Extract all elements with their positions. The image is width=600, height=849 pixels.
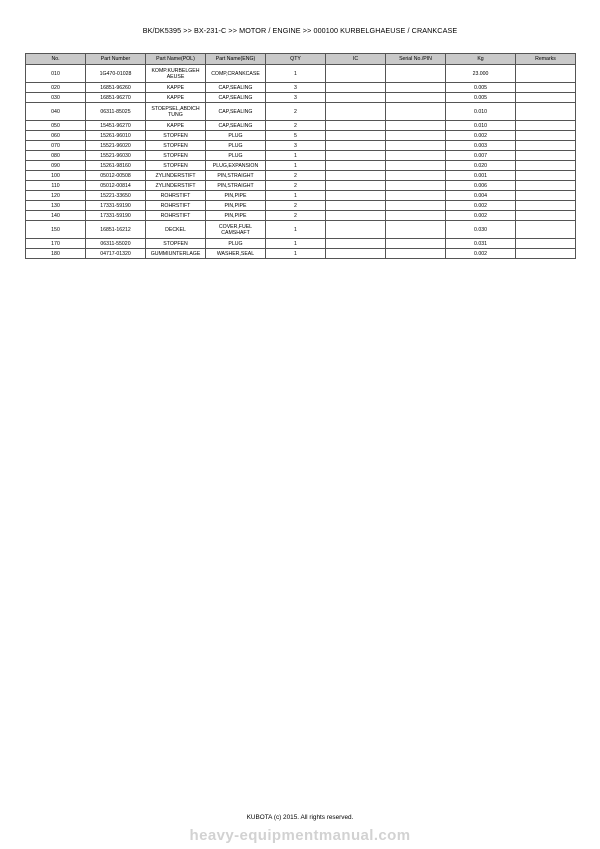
cell-kg: 0.010: [446, 121, 516, 131]
cell-ic: [326, 181, 386, 191]
cell-ic: [326, 239, 386, 249]
cell-no: 060: [26, 131, 86, 141]
cell-no: 090: [26, 161, 86, 171]
cell-part-number: 15261-98160: [86, 161, 146, 171]
cell-qty: 1: [266, 221, 326, 239]
cell-no: 150: [26, 221, 86, 239]
cell-part-name-eng: CAP,SEALING: [206, 93, 266, 103]
cell-serial: [386, 93, 446, 103]
cell-no: 130: [26, 201, 86, 211]
cell-qty: 1: [266, 191, 326, 201]
cell-ic: [326, 121, 386, 131]
table-row: [26, 103, 576, 121]
breadcrumb: BK/DK5395 >> BX-231-C >> MOTOR / ENGINE >> 000100 KURBELGHAEUSE / CRANKCASE: [142, 26, 458, 35]
cell-part-name-eng: CAP,SEALING: [206, 121, 266, 131]
table-row: [26, 93, 576, 103]
table-row: [26, 171, 576, 181]
cell-serial: [386, 181, 446, 191]
cell-part-name-eng: PIN,STRAIGHT: [206, 181, 266, 191]
cell-qty: 2: [266, 171, 326, 181]
cell-remarks: [516, 103, 576, 121]
cell-kg: 0.003: [446, 141, 516, 151]
cell-remarks: [516, 249, 576, 259]
cell-remarks: [516, 131, 576, 141]
cell-ic: [326, 83, 386, 93]
cell-part-name-pol: ROHRSTIFT: [146, 191, 206, 201]
cell-qty: 3: [266, 83, 326, 93]
cell-part-number: 15221-33650: [86, 191, 146, 201]
cell-no: 070: [26, 141, 86, 151]
cell-part-name-pol: KAPPE: [146, 83, 206, 93]
cell-qty: 1: [266, 161, 326, 171]
cell-remarks: [516, 83, 576, 93]
table-header-row: [26, 54, 576, 65]
cell-no: 080: [26, 151, 86, 161]
cell-kg: 23.000: [446, 65, 516, 83]
table-row: [26, 201, 576, 211]
cell-kg: 0.002: [446, 211, 516, 221]
cell-part-name-eng: PLUG: [206, 151, 266, 161]
col-header-serial: Serial No./PIN: [386, 54, 446, 65]
cell-ic: [326, 249, 386, 259]
cell-remarks: [516, 151, 576, 161]
cell-qty: 2: [266, 103, 326, 121]
cell-part-name-eng: PIN,PIPE: [206, 211, 266, 221]
cell-kg: 0.005: [446, 93, 516, 103]
parts-table: [25, 53, 576, 259]
watermark: heavy-equipmentmanual.com: [189, 827, 411, 844]
cell-part-number: 15521-96030: [86, 151, 146, 161]
cell-kg: 0.002: [446, 249, 516, 259]
cell-part-name-pol: ZYLINDERSTIFT: [146, 181, 206, 191]
cell-serial: [386, 83, 446, 93]
cell-ic: [326, 151, 386, 161]
cell-qty: 2: [266, 201, 326, 211]
cell-kg: 0.001: [446, 171, 516, 181]
cell-part-name-eng: PIN,PIPE: [206, 191, 266, 201]
cell-no: 140: [26, 211, 86, 221]
cell-serial: [386, 211, 446, 221]
cell-part-name-eng: PLUG,EXPANSION: [206, 161, 266, 171]
cell-no: 010: [26, 65, 86, 83]
cell-part-number: 17331-59190: [86, 211, 146, 221]
cell-ic: [326, 201, 386, 211]
cell-qty: 5: [266, 131, 326, 141]
cell-no: 100: [26, 171, 86, 181]
cell-no: 030: [26, 93, 86, 103]
cell-part-name-eng: WASHER,SEAL: [206, 249, 266, 259]
cell-qty: 3: [266, 93, 326, 103]
cell-qty: 3: [266, 141, 326, 151]
cell-remarks: [516, 211, 576, 221]
cell-part-number: 16851-96260: [86, 83, 146, 93]
cell-kg: 0.006: [446, 181, 516, 191]
cell-remarks: [516, 161, 576, 171]
cell-part-number: 15261-96010: [86, 131, 146, 141]
cell-remarks: [516, 93, 576, 103]
cell-remarks: [516, 181, 576, 191]
col-header-kg: Kg: [446, 54, 516, 65]
cell-remarks: [516, 239, 576, 249]
cell-no: 170: [26, 239, 86, 249]
cell-part-name-eng: CAP,SEALING: [206, 83, 266, 93]
cell-part-name-eng: CAP,SEALING: [206, 103, 266, 121]
cell-part-number: 15451-96270: [86, 121, 146, 131]
cell-serial: [386, 221, 446, 239]
cell-remarks: [516, 121, 576, 131]
cell-serial: [386, 201, 446, 211]
cell-no: 020: [26, 83, 86, 93]
table-row: [26, 141, 576, 151]
cell-part-name-eng: PIN,STRAIGHT: [206, 171, 266, 181]
cell-kg: 0.004: [446, 191, 516, 201]
cell-kg: 0.005: [446, 83, 516, 93]
table-row: [26, 239, 576, 249]
cell-remarks: [516, 141, 576, 151]
cell-no: 120: [26, 191, 86, 201]
table-row: [26, 181, 576, 191]
cell-serial: [386, 239, 446, 249]
cell-part-name-pol: STOPFEN: [146, 131, 206, 141]
cell-no: 180: [26, 249, 86, 259]
cell-serial: [386, 121, 446, 131]
cell-serial: [386, 131, 446, 141]
cell-qty: 2: [266, 181, 326, 191]
cell-part-number: 15521-96020: [86, 141, 146, 151]
cell-ic: [326, 221, 386, 239]
table-row: [26, 221, 576, 239]
cell-serial: [386, 151, 446, 161]
cell-remarks: [516, 201, 576, 211]
cell-part-name-eng: PLUG: [206, 131, 266, 141]
cell-qty: 1: [266, 151, 326, 161]
cell-remarks: [516, 221, 576, 239]
parts-table-body: [26, 65, 576, 259]
table-row: [26, 65, 576, 83]
cell-part-name-eng: COMP,CRANKCASE: [206, 65, 266, 83]
cell-ic: [326, 171, 386, 181]
col-header-no: No.: [26, 54, 86, 65]
table-row: [26, 151, 576, 161]
cell-part-name-pol: KAPPE: [146, 93, 206, 103]
cell-ic: [326, 131, 386, 141]
cell-serial: [386, 103, 446, 121]
cell-part-name-pol: ZYLINDERSTIFT: [146, 171, 206, 181]
cell-part-name-eng: PLUG: [206, 239, 266, 249]
cell-kg: 0.010: [446, 103, 516, 121]
table-row: [26, 161, 576, 171]
table-row: [26, 249, 576, 259]
cell-part-number: 06311-85025: [86, 103, 146, 121]
cell-part-name-pol: KOMP.KURBELGEH AEUSE: [146, 65, 206, 83]
cell-ic: [326, 211, 386, 221]
cell-ic: [326, 141, 386, 151]
cell-part-number: 17331-59190: [86, 201, 146, 211]
table-row: [26, 191, 576, 201]
col-header-ic: IC: [326, 54, 386, 65]
cell-part-name-pol: KAPPE: [146, 121, 206, 131]
cell-part-name-pol: STOPFEN: [146, 151, 206, 161]
col-header-part-name-eng: Part Name(ENG): [206, 54, 266, 65]
cell-remarks: [516, 65, 576, 83]
col-header-part-name-pol: Part Name(POL): [146, 54, 206, 65]
table-row: [26, 83, 576, 93]
table-row: [26, 131, 576, 141]
cell-part-number: 05012-00508: [86, 171, 146, 181]
cell-ic: [326, 103, 386, 121]
cell-part-name-pol: DECKEL: [146, 221, 206, 239]
col-header-part-number: Part Number: [86, 54, 146, 65]
cell-serial: [386, 171, 446, 181]
cell-ic: [326, 93, 386, 103]
cell-serial: [386, 249, 446, 259]
footer-copyright: KUBOTA (c) 2015. All rights reserved.: [246, 814, 354, 821]
cell-remarks: [516, 191, 576, 201]
cell-kg: 0.020: [446, 161, 516, 171]
cell-part-name-pol: ROHRSTIFT: [146, 211, 206, 221]
cell-part-name-pol: STOPFEN: [146, 161, 206, 171]
cell-part-number: 04717-01320: [86, 249, 146, 259]
cell-ic: [326, 191, 386, 201]
cell-part-name-pol: ROHRSTIFT: [146, 201, 206, 211]
cell-part-name-pol: GUMMIUNTERLAGE: [146, 249, 206, 259]
cell-kg: 0.002: [446, 131, 516, 141]
cell-part-number: 05012-00814: [86, 181, 146, 191]
cell-kg: 0.002: [446, 201, 516, 211]
cell-part-number: 1G470-01028: [86, 65, 146, 83]
cell-part-name-pol: STOEPSEL,ABDICH TUNG: [146, 103, 206, 121]
cell-part-name-pol: STOPFEN: [146, 141, 206, 151]
cell-kg: 0.030: [446, 221, 516, 239]
cell-ic: [326, 65, 386, 83]
cell-part-name-eng: COVER,FUEL CAMSHAFT: [206, 221, 266, 239]
table-row: [26, 211, 576, 221]
cell-remarks: [516, 171, 576, 181]
cell-serial: [386, 191, 446, 201]
cell-kg: 0.007: [446, 151, 516, 161]
cell-no: 050: [26, 121, 86, 131]
cell-serial: [386, 141, 446, 151]
cell-no: 110: [26, 181, 86, 191]
cell-qty: 1: [266, 239, 326, 249]
cell-part-number: 06311-55020: [86, 239, 146, 249]
cell-qty: 1: [266, 65, 326, 83]
table-row: [26, 121, 576, 131]
col-header-qty: QTY: [266, 54, 326, 65]
cell-qty: 1: [266, 249, 326, 259]
cell-serial: [386, 161, 446, 171]
cell-part-name-pol: STOPFEN: [146, 239, 206, 249]
cell-part-number: 16851-96270: [86, 93, 146, 103]
cell-part-name-eng: PIN,PIPE: [206, 201, 266, 211]
cell-kg: 0.031: [446, 239, 516, 249]
cell-ic: [326, 161, 386, 171]
cell-part-number: 16851-16212: [86, 221, 146, 239]
cell-qty: 2: [266, 211, 326, 221]
cell-part-name-eng: PLUG: [206, 141, 266, 151]
col-header-remarks: Remarks: [516, 54, 576, 65]
cell-no: 040: [26, 103, 86, 121]
cell-serial: [386, 65, 446, 83]
cell-qty: 2: [266, 121, 326, 131]
